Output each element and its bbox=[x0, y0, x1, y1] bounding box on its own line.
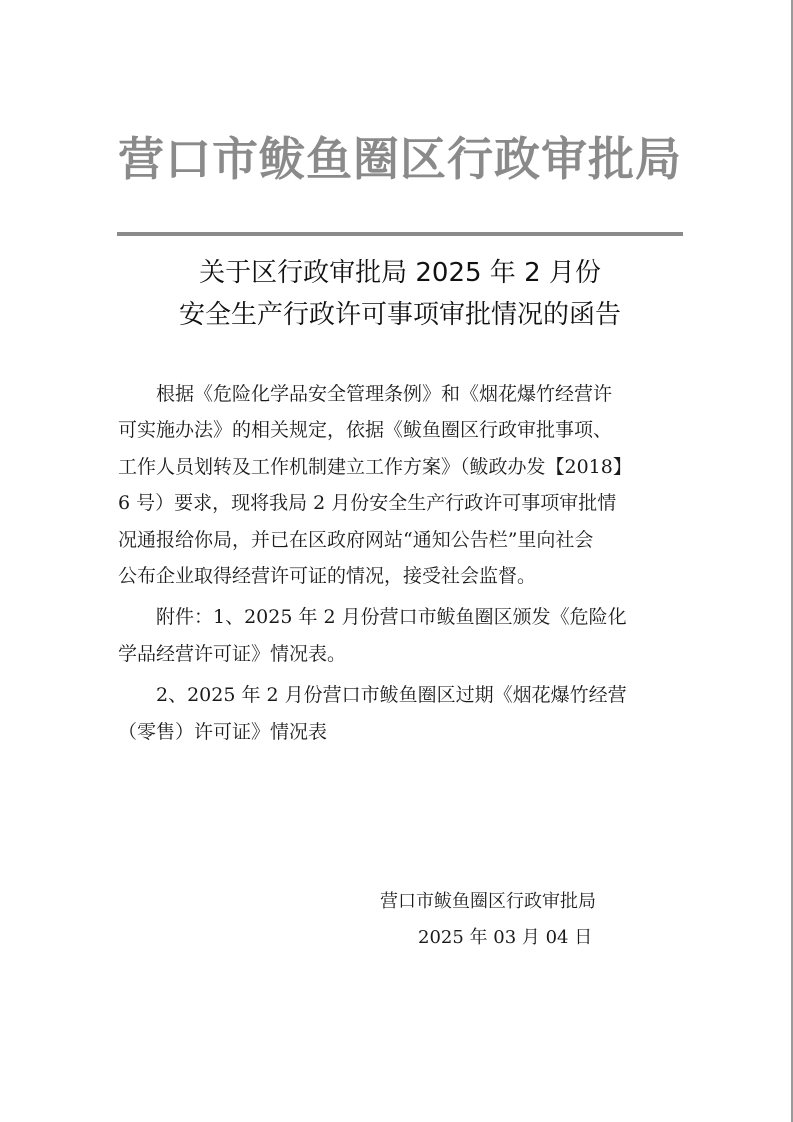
signature-block bbox=[380, 884, 596, 956]
body-line: 6 号）要求，现将我局 2 月份安全生产行政许可事项审批情 bbox=[118, 492, 617, 515]
attachment-line: （零售）许可证》情况表 bbox=[118, 720, 328, 743]
attachment-line: 学品经营许可证》情况表。 bbox=[118, 642, 347, 665]
signature-organization: 营口市鲅鱼圈区行政审批局 bbox=[380, 891, 596, 912]
body-line: 工作人员划转及工作机制建立工作方案》（鲅政办发【2018】 bbox=[118, 455, 632, 478]
body-line: 公布企业取得经营许可证的情况，接受社会监督。 bbox=[118, 565, 537, 588]
document-title-line-2: 安全生产行政许可事项审批情况的函告 bbox=[178, 300, 621, 330]
body-line: 可实施办法》的相关规定，依据《鲅鱼圈区行政审批事项、 bbox=[118, 419, 613, 442]
body-line: 根据《危险化学品安全管理条例》和《烟花爆竹经营许 bbox=[156, 383, 613, 405]
attachment-paragraph bbox=[118, 599, 678, 672]
document-body bbox=[118, 376, 678, 750]
attachment-line: 2、2025 年 2 月份营口市鲅鱼圈区过期《烟花爆竹经营 bbox=[156, 684, 627, 707]
body-paragraph bbox=[118, 376, 678, 594]
letterhead-rule bbox=[117, 232, 683, 236]
letterhead-title: 营口市鲅鱼圈区行政审批局 bbox=[118, 132, 682, 186]
attachment-paragraph bbox=[118, 677, 678, 750]
document-title-line-1: 关于区行政审批局 2025 年 2 月份 bbox=[199, 258, 601, 288]
body-line: 况通报给你局，并已在区政府网站“通知公告栏”里向社会 bbox=[118, 528, 594, 551]
document-title bbox=[100, 252, 700, 336]
attachment-line: 附件：1、2025 年 2 月份营口市鲅鱼圈区颁发《危险化 bbox=[156, 606, 627, 629]
signature-date: 2025 年 03 月 04 日 bbox=[418, 927, 593, 948]
